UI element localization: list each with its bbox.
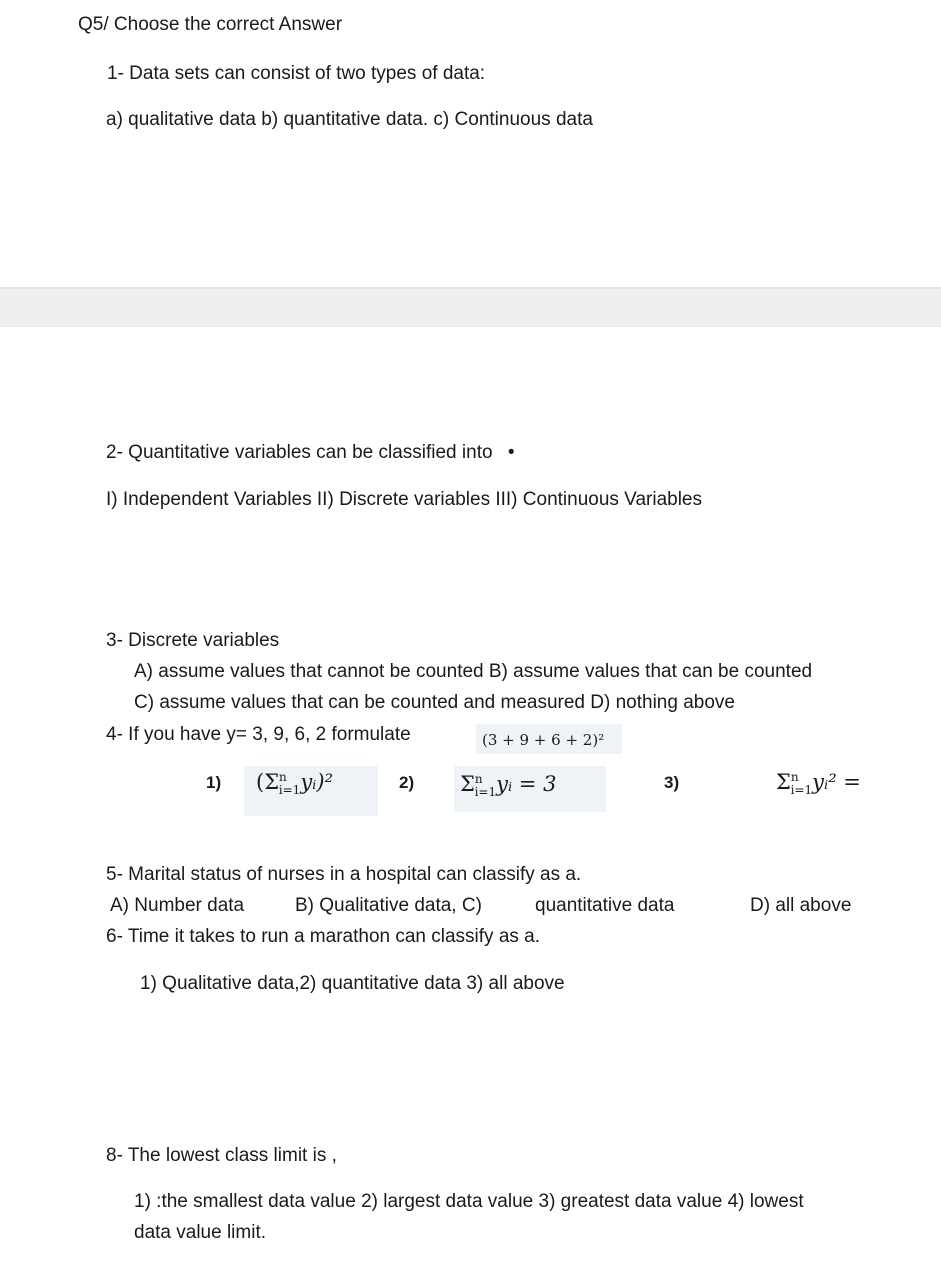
question-4-stem: 4- If you have y= 3, 9, 6, 2 formulate <box>106 724 411 745</box>
question-4-option-3-formula <box>776 770 861 797</box>
sigma-symbol: Σ <box>776 770 791 794</box>
sigma-symbol: (Σ <box>256 770 280 794</box>
question-8-options-line-2: data value limit. <box>134 1222 267 1243</box>
question-3-options-line-1: A) assume values that cannot be counted B) assume values that can be counted <box>134 661 813 682</box>
upper-limit: n <box>279 770 287 784</box>
question-3-options-line-2: C) assume values that can be counted and measured D) nothing above <box>134 692 735 713</box>
upper-limit: n <box>474 772 483 786</box>
question-5-option-b: B) Qualitative data, C) <box>295 895 482 916</box>
question-8-stem: 8- The lowest class limit is , <box>106 1145 337 1166</box>
summand: yᵢ)² <box>300 770 334 794</box>
question-5-option-a: A) Number data <box>110 895 245 916</box>
question-3-stem: 3- Discrete variables <box>106 630 280 651</box>
question-4-option-2-formula <box>460 772 557 799</box>
lower-limit: i=1 <box>474 785 497 800</box>
question-4-option-2-label: 2) <box>399 773 415 792</box>
upper-limit: n <box>790 770 799 784</box>
question-1-stem: 1- Data sets can consist of two types of data: <box>107 63 486 84</box>
summand: yᵢ² = <box>812 770 861 794</box>
page-separator <box>0 287 941 327</box>
section-title: Q5/ Choose the correct Answer <box>78 14 343 35</box>
question-2-stem-text: 2- Quantitative variables can be classified into <box>106 442 493 463</box>
question-6-options: 1) Qualitative data,2) quantitative data 3) all above <box>140 973 565 994</box>
question-2-stem <box>106 442 514 464</box>
bullet-mark: • <box>507 442 515 463</box>
question-6-stem: 6- Time it takes to run a marathon can classify as a. <box>106 926 541 947</box>
question-5-option-d: D) all above <box>750 895 852 916</box>
question-4-option-3-label: 3) <box>664 773 680 792</box>
lower-limit: i=1 <box>278 783 301 798</box>
summand: yᵢ = 3 <box>496 772 557 796</box>
question-5-stem: 5- Marital status of nurses in a hospital can classify as a. <box>106 864 582 885</box>
sigma-symbol: Σ <box>460 772 475 796</box>
question-5-option-c: quantitative data <box>535 895 675 916</box>
formula-expression: (3 + 9 + 6 + 2)² <box>482 731 605 749</box>
question-1-options: a) qualitative data b) quantitative data. c) Continuous data <box>106 109 593 130</box>
question-8-options-line-1: 1) :the smallest data value 2) largest data value 3) greatest data value 4) lowest <box>134 1191 804 1212</box>
question-4-option-1-label: 1) <box>206 773 222 792</box>
question-4-option-1-formula <box>256 770 333 797</box>
question-2-options: I) Independent Variables II) Discrete variables III) Continuous Variables <box>106 489 702 510</box>
lower-limit: i=1 <box>790 783 813 798</box>
